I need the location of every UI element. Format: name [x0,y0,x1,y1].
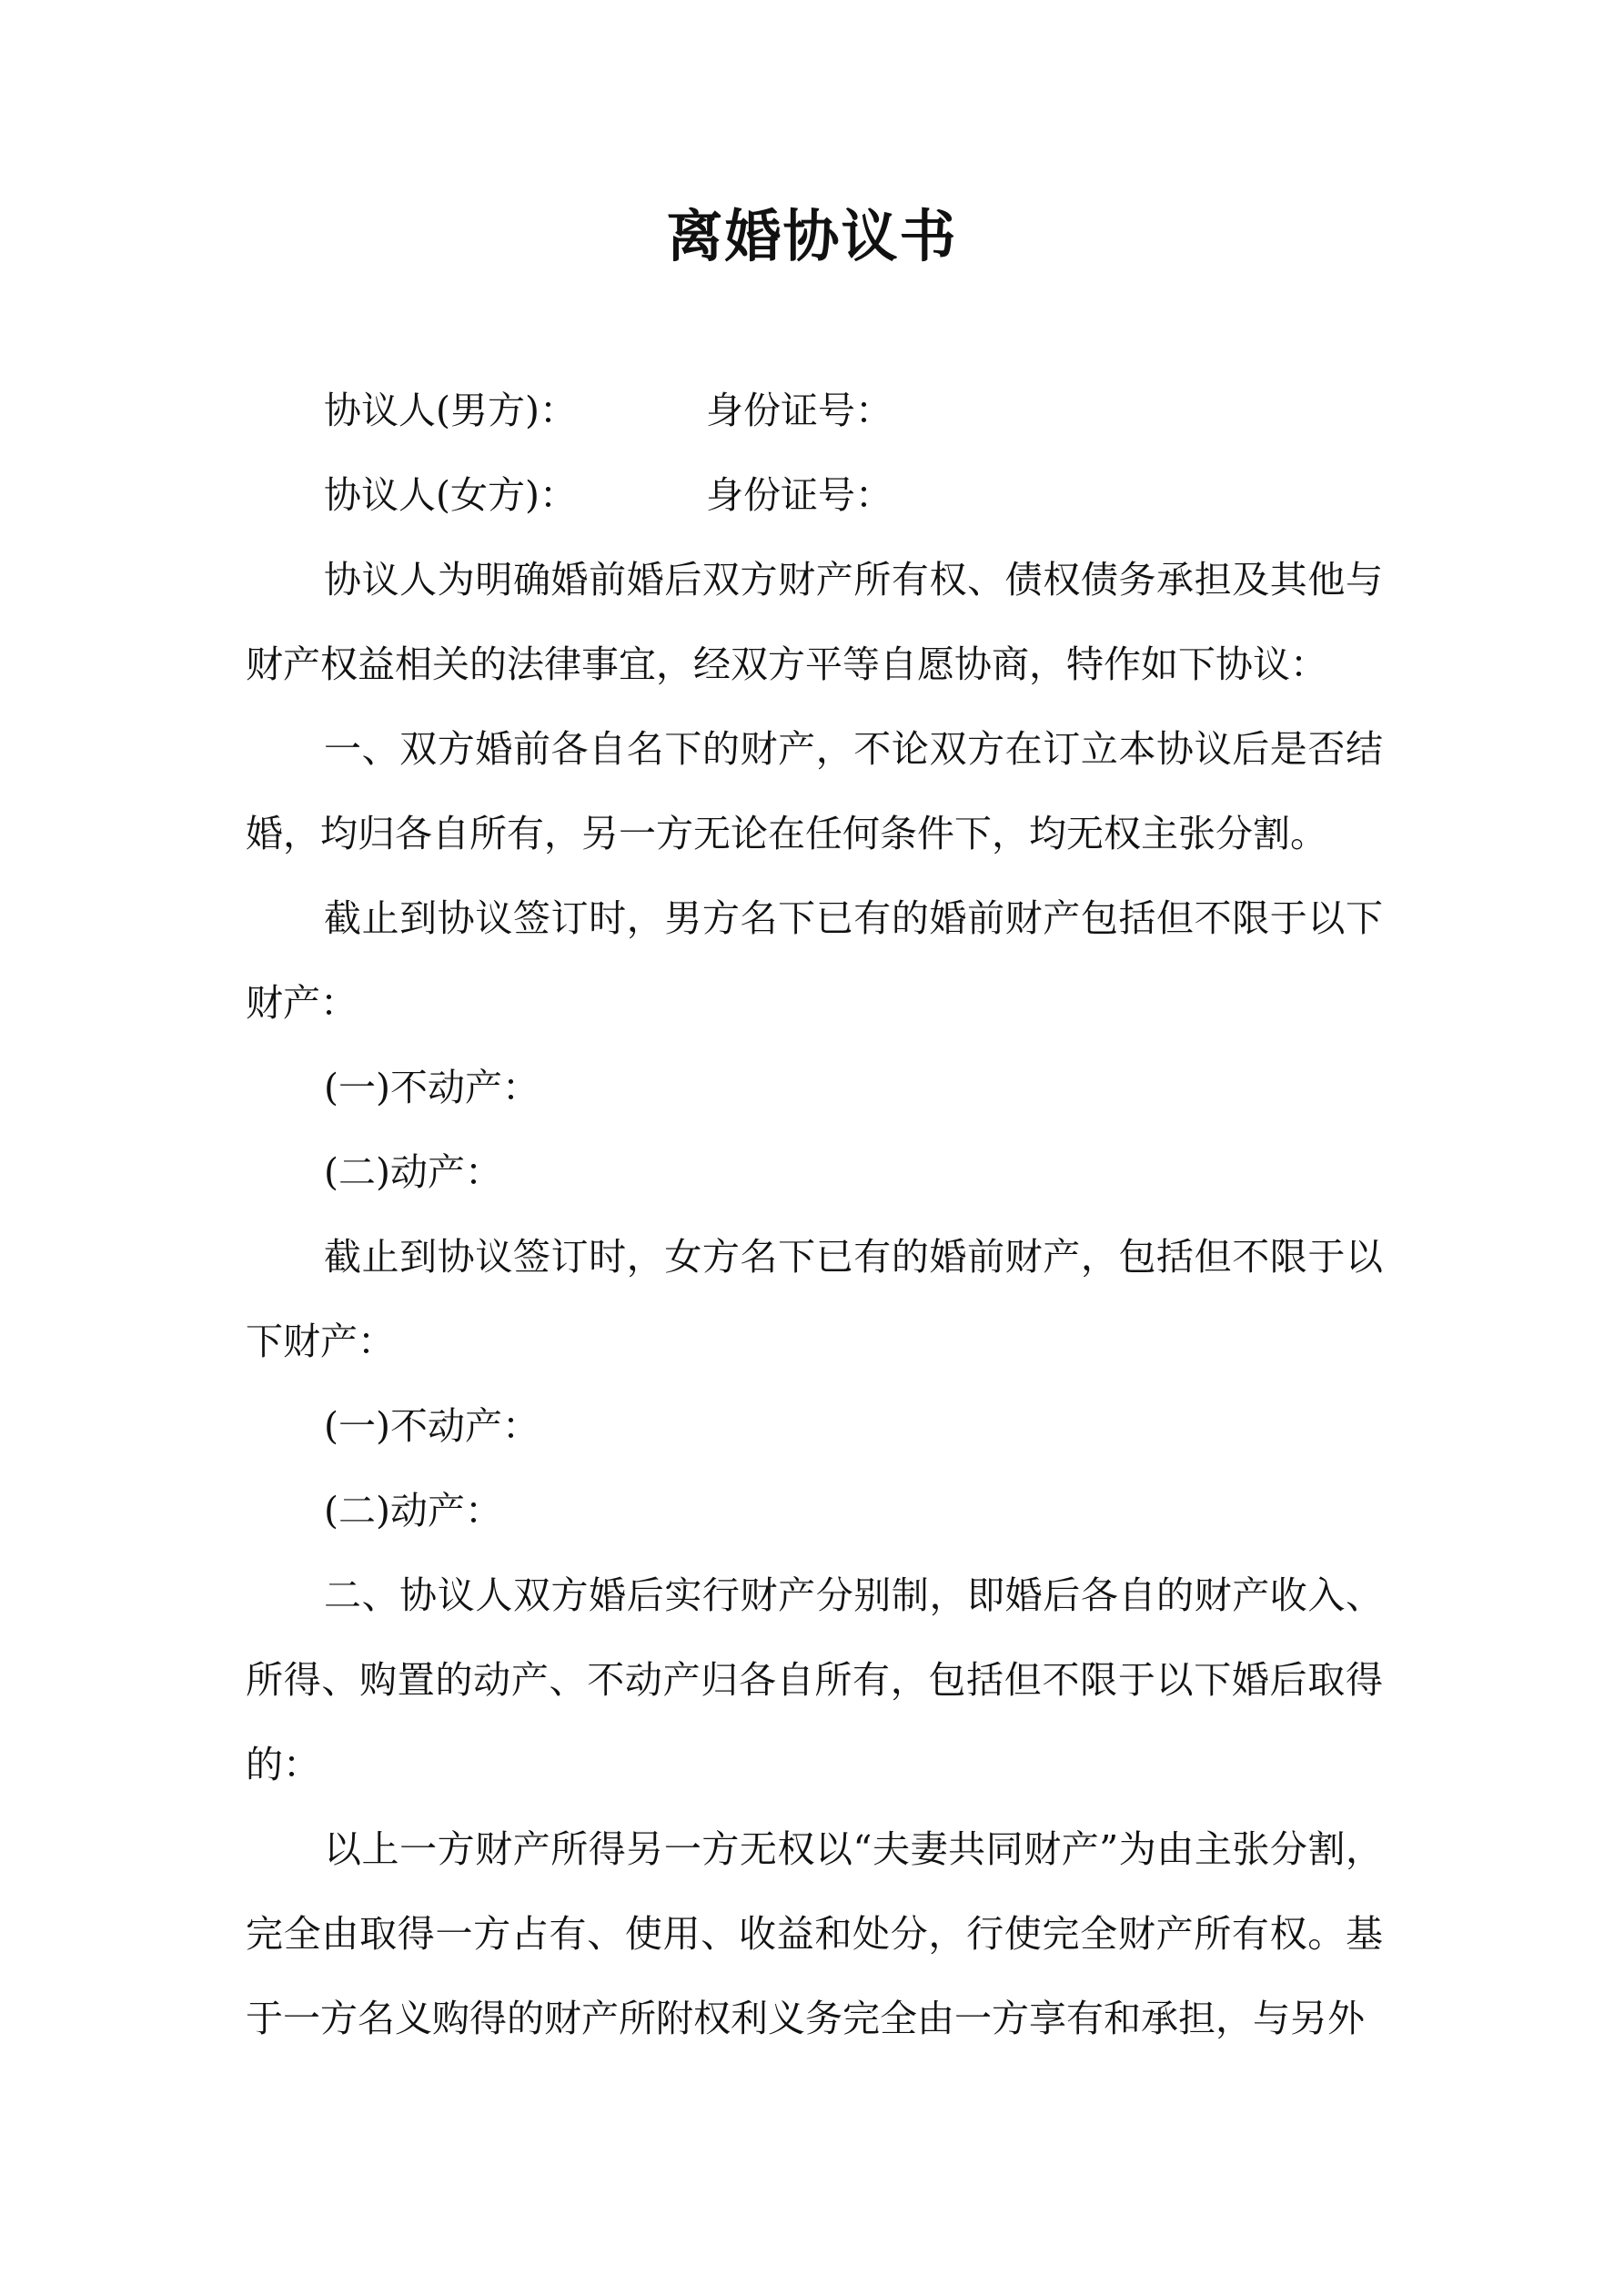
female-real-estate-item: (一)不动产： [324,1404,540,1448]
document-title: 离婚协议书 [666,203,958,269]
intro-paragraph: 协议人为明确婚前婚后双方财产所有权、债权债务承担及其他与财产权益相关的法律事宜，经双方平等自愿协商，特作如下协议： [246,558,1383,686]
party-male-label: 协议人(男方)： [324,389,577,432]
party-female-id-label: 身份证号： [706,473,893,517]
party-female-row [246,453,1383,538]
female-premarital-assets-paragraph: 截止到协议签订时，女方名下已有的婚前财产，包括但不限于以下财产： [246,1235,1383,1363]
party-female-label: 协议人(女方)： [324,473,577,517]
property-rights-paragraph: 以上一方财产所得另一方无权以“夫妻共同财产”为由主张分割，完全由取得一方占有、使用、收益和处分，行使完全财产所有权。基于一方名义购得的财产所附权利义务完全由一方享有和承担，与另外 [246,1827,1383,2040]
document-body [246,369,1383,2061]
party-male-id-label: 身份证号： [706,389,893,432]
female-movable-property-item: (二)动产： [324,1489,502,1532]
clause-2-paragraph: 二、协议人双方婚后实行财产分别制，即婚后各自的财产收入、所得、购置的动产、不动产归各自所有，包括但不限于以下婚后取得的： [246,1573,1383,1786]
male-premarital-assets-paragraph: 截止到协议签订时，男方名下已有的婚前财产包括但不限于以下财产： [246,896,1383,1025]
party-male-row [246,369,1383,453]
clause-1-paragraph: 一、双方婚前各自名下的财产，不论双方在订立本协议后是否结婚，均归各自所有，另一方无论在任何条件下，均无权主张分割。 [246,727,1383,855]
male-real-estate-item: (一)不动产： [324,1066,540,1109]
male-movable-property-item: (二)动产： [324,1150,502,1194]
